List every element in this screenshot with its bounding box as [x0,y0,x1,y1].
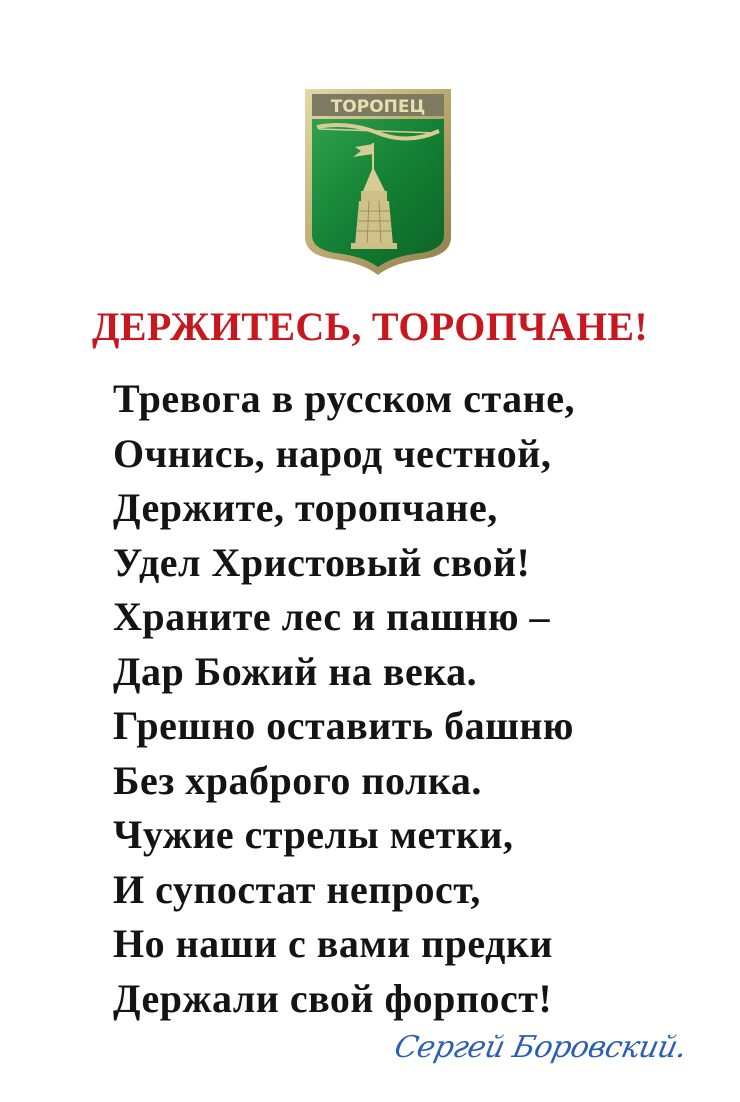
poem-text [113,372,723,1026]
poem-line: Чужие стрелы метки, [113,812,514,857]
poem-line: Без храброго полка. [113,757,482,803]
emblem-label: ТОРОПЕЦ [330,97,426,117]
poem-line: Грешно оставить башню [113,703,574,748]
poem-title: ДЕРЖИТЕСЬ, ТОРОПЧАНЕ! [92,304,648,349]
poem-line: Держали свой форпост! [113,975,553,1021]
poem-line: Держите, торопчане, [113,485,498,530]
author-signature: Сергей Боровский. [391,1030,690,1065]
poem-line: Тревога в русском стане, [113,376,575,421]
poem-line: Удел Христовый свой! [113,539,531,585]
coat-of-arms-icon [303,87,453,277]
poem-line: Храните лес и пашню – [113,594,551,639]
poem-line: Очнись, народ честной, [113,430,552,476]
poem-line: Дар Божий на века. [113,648,478,694]
poem-line: Но наши с вами предки [113,921,553,966]
poem-line: И супостат непрост, [113,866,481,912]
